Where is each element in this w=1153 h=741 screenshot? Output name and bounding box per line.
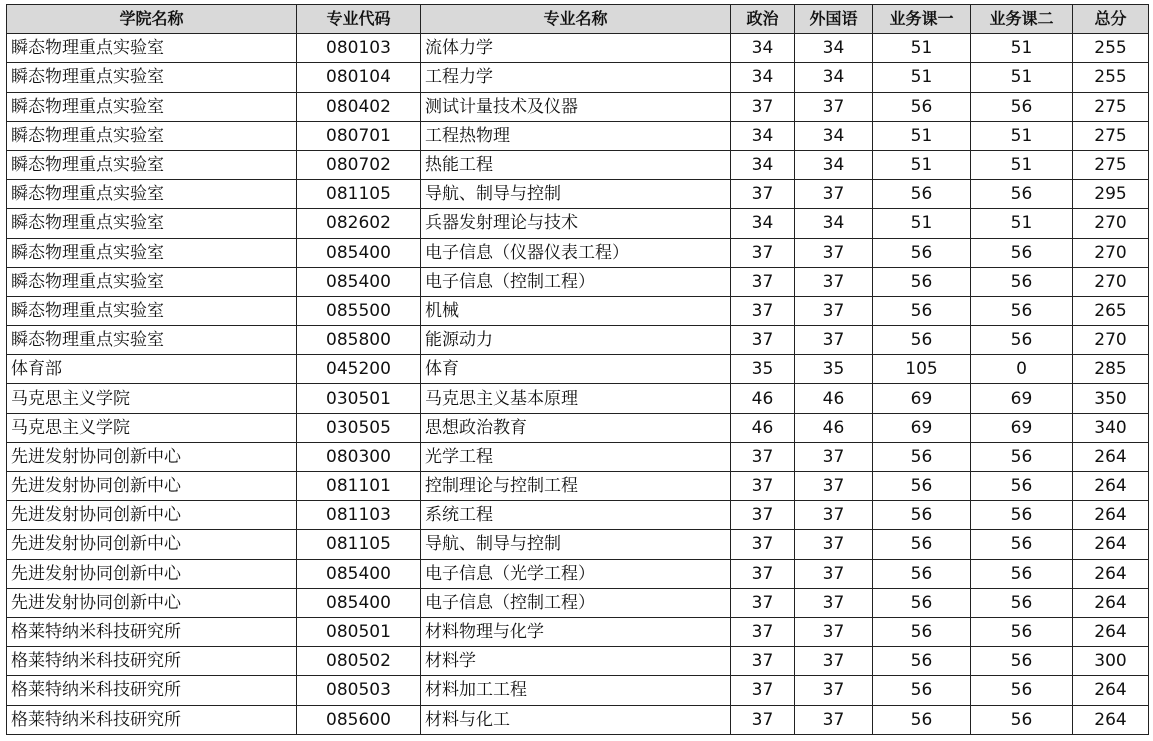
politics-cell: 37 bbox=[731, 267, 795, 296]
foreign-language-cell: 46 bbox=[795, 384, 873, 413]
subject-one-cell: 51 bbox=[873, 34, 971, 63]
subject-two-cell: 51 bbox=[971, 63, 1073, 92]
table-row bbox=[7, 150, 1149, 179]
major-name-cell: 材料与化工 bbox=[421, 705, 731, 734]
foreign-language-cell: 37 bbox=[795, 472, 873, 501]
subject-two-cell: 56 bbox=[971, 180, 1073, 209]
major-name-cell: 材料学 bbox=[421, 647, 731, 676]
subject-one-cell: 56 bbox=[873, 92, 971, 121]
politics-cell: 37 bbox=[731, 442, 795, 471]
total-score-cell: 275 bbox=[1073, 150, 1149, 179]
subject-two-cell: 56 bbox=[971, 588, 1073, 617]
subject-one-cell: 56 bbox=[873, 705, 971, 734]
total-score-cell: 264 bbox=[1073, 676, 1149, 705]
politics-cell: 37 bbox=[731, 647, 795, 676]
total-score-cell: 270 bbox=[1073, 326, 1149, 355]
subject-two-cell: 0 bbox=[971, 355, 1073, 384]
major-code-cell: 085800 bbox=[297, 326, 421, 355]
subject-one-cell: 56 bbox=[873, 296, 971, 325]
politics-cell: 37 bbox=[731, 472, 795, 501]
major-name-header: 专业名称 bbox=[421, 5, 731, 34]
subject-one-cell: 51 bbox=[873, 150, 971, 179]
foreign-language-cell: 34 bbox=[795, 209, 873, 238]
major-code-cell: 080702 bbox=[297, 150, 421, 179]
college-name-cell: 马克思主义学院 bbox=[7, 384, 297, 413]
major-name-cell: 电子信息（控制工程） bbox=[421, 588, 731, 617]
major-code-cell: 080502 bbox=[297, 647, 421, 676]
table-row bbox=[7, 705, 1149, 734]
foreign-language-cell: 37 bbox=[795, 705, 873, 734]
table-header bbox=[7, 5, 1149, 34]
college-name-cell: 瞬态物理重点实验室 bbox=[7, 296, 297, 325]
major-code-cell: 085500 bbox=[297, 296, 421, 325]
major-code-cell: 085600 bbox=[297, 705, 421, 734]
subject-two-cell: 56 bbox=[971, 676, 1073, 705]
major-name-cell: 控制理论与控制工程 bbox=[421, 472, 731, 501]
subject-one-cell: 56 bbox=[873, 267, 971, 296]
politics-header: 政治 bbox=[731, 5, 795, 34]
college-name-cell: 先进发射协同创新中心 bbox=[7, 559, 297, 588]
politics-cell: 37 bbox=[731, 617, 795, 646]
major-name-cell: 光学工程 bbox=[421, 442, 731, 471]
total-score-cell: 265 bbox=[1073, 296, 1149, 325]
foreign-language-cell: 37 bbox=[795, 647, 873, 676]
subject-two-cell: 56 bbox=[971, 92, 1073, 121]
major-name-cell: 工程力学 bbox=[421, 63, 731, 92]
college-name-cell: 瞬态物理重点实验室 bbox=[7, 63, 297, 92]
subject-one-cell: 51 bbox=[873, 121, 971, 150]
subject-two-cell: 56 bbox=[971, 559, 1073, 588]
major-name-cell: 系统工程 bbox=[421, 501, 731, 530]
subject-one-cell: 51 bbox=[873, 209, 971, 238]
foreign-language-cell: 34 bbox=[795, 34, 873, 63]
total-score-cell: 264 bbox=[1073, 705, 1149, 734]
politics-cell: 34 bbox=[731, 209, 795, 238]
total-score-cell: 270 bbox=[1073, 267, 1149, 296]
table-row bbox=[7, 355, 1149, 384]
foreign-language-cell: 46 bbox=[795, 413, 873, 442]
major-code-cell: 030501 bbox=[297, 384, 421, 413]
subject-one-cell: 56 bbox=[873, 501, 971, 530]
foreign-language-cell: 37 bbox=[795, 238, 873, 267]
major-name-cell: 工程热物理 bbox=[421, 121, 731, 150]
politics-cell: 37 bbox=[731, 559, 795, 588]
politics-cell: 37 bbox=[731, 326, 795, 355]
table-row bbox=[7, 442, 1149, 471]
politics-cell: 46 bbox=[731, 384, 795, 413]
table-row bbox=[7, 326, 1149, 355]
subject-one-cell: 105 bbox=[873, 355, 971, 384]
politics-cell: 34 bbox=[731, 121, 795, 150]
table-row bbox=[7, 238, 1149, 267]
politics-cell: 37 bbox=[731, 238, 795, 267]
table-row bbox=[7, 413, 1149, 442]
subject-one-cell: 56 bbox=[873, 530, 971, 559]
college-name-cell: 先进发射协同创新中心 bbox=[7, 588, 297, 617]
major-code-cell: 081101 bbox=[297, 472, 421, 501]
subject-two-cell: 56 bbox=[971, 472, 1073, 501]
total-score-cell: 340 bbox=[1073, 413, 1149, 442]
subject-two-cell: 51 bbox=[971, 150, 1073, 179]
total-score-cell: 300 bbox=[1073, 647, 1149, 676]
foreign-language-cell: 37 bbox=[795, 296, 873, 325]
subject-two-cell: 56 bbox=[971, 442, 1073, 471]
politics-cell: 34 bbox=[731, 34, 795, 63]
subject-two-cell: 69 bbox=[971, 384, 1073, 413]
subject-one-cell: 56 bbox=[873, 559, 971, 588]
table-row bbox=[7, 34, 1149, 63]
table-row bbox=[7, 647, 1149, 676]
major-name-cell: 体育 bbox=[421, 355, 731, 384]
subject-one-header: 业务课一 bbox=[873, 5, 971, 34]
college-name-header: 学院名称 bbox=[7, 5, 297, 34]
table-row bbox=[7, 384, 1149, 413]
major-code-cell: 085400 bbox=[297, 267, 421, 296]
major-code-cell: 080501 bbox=[297, 617, 421, 646]
major-code-cell: 085400 bbox=[297, 559, 421, 588]
college-name-cell: 瞬态物理重点实验室 bbox=[7, 209, 297, 238]
subject-one-cell: 56 bbox=[873, 617, 971, 646]
major-code-header: 专业代码 bbox=[297, 5, 421, 34]
major-code-cell: 045200 bbox=[297, 355, 421, 384]
college-name-cell: 瞬态物理重点实验室 bbox=[7, 34, 297, 63]
table-row bbox=[7, 530, 1149, 559]
politics-cell: 37 bbox=[731, 501, 795, 530]
foreign-language-cell: 37 bbox=[795, 92, 873, 121]
subject-one-cell: 69 bbox=[873, 384, 971, 413]
subject-two-cell: 56 bbox=[971, 238, 1073, 267]
score-table bbox=[6, 4, 1149, 735]
table-row bbox=[7, 617, 1149, 646]
politics-cell: 37 bbox=[731, 296, 795, 325]
total-score-cell: 285 bbox=[1073, 355, 1149, 384]
table-row bbox=[7, 63, 1149, 92]
major-code-cell: 080503 bbox=[297, 676, 421, 705]
subject-two-cell: 51 bbox=[971, 34, 1073, 63]
table-row bbox=[7, 92, 1149, 121]
major-code-cell: 080103 bbox=[297, 34, 421, 63]
subject-one-cell: 56 bbox=[873, 238, 971, 267]
major-code-cell: 081105 bbox=[297, 180, 421, 209]
total-score-cell: 264 bbox=[1073, 530, 1149, 559]
college-name-cell: 先进发射协同创新中心 bbox=[7, 501, 297, 530]
politics-cell: 35 bbox=[731, 355, 795, 384]
college-name-cell: 体育部 bbox=[7, 355, 297, 384]
subject-one-cell: 56 bbox=[873, 180, 971, 209]
subject-one-cell: 51 bbox=[873, 63, 971, 92]
total-score-cell: 275 bbox=[1073, 92, 1149, 121]
foreign-language-cell: 37 bbox=[795, 617, 873, 646]
major-name-cell: 兵器发射理论与技术 bbox=[421, 209, 731, 238]
total-score-cell: 264 bbox=[1073, 501, 1149, 530]
college-name-cell: 瞬态物理重点实验室 bbox=[7, 326, 297, 355]
college-name-cell: 格莱特纳米科技研究所 bbox=[7, 705, 297, 734]
major-name-cell: 导航、制导与控制 bbox=[421, 530, 731, 559]
college-name-cell: 格莱特纳米科技研究所 bbox=[7, 676, 297, 705]
total-score-header: 总分 bbox=[1073, 5, 1149, 34]
foreign-language-cell: 35 bbox=[795, 355, 873, 384]
subject-two-cell: 69 bbox=[971, 413, 1073, 442]
subject-two-cell: 56 bbox=[971, 267, 1073, 296]
major-name-cell: 流体力学 bbox=[421, 34, 731, 63]
subject-one-cell: 56 bbox=[873, 588, 971, 617]
major-code-cell: 085400 bbox=[297, 238, 421, 267]
major-name-cell: 测试计量技术及仪器 bbox=[421, 92, 731, 121]
major-name-cell: 材料物理与化学 bbox=[421, 617, 731, 646]
total-score-cell: 264 bbox=[1073, 472, 1149, 501]
foreign-language-cell: 37 bbox=[795, 676, 873, 705]
subject-two-header: 业务课二 bbox=[971, 5, 1073, 34]
foreign-language-cell: 37 bbox=[795, 530, 873, 559]
total-score-cell: 264 bbox=[1073, 617, 1149, 646]
foreign-language-cell: 37 bbox=[795, 588, 873, 617]
subject-two-cell: 51 bbox=[971, 209, 1073, 238]
major-name-cell: 导航、制导与控制 bbox=[421, 180, 731, 209]
college-name-cell: 瞬态物理重点实验室 bbox=[7, 238, 297, 267]
college-name-cell: 瞬态物理重点实验室 bbox=[7, 150, 297, 179]
subject-two-cell: 56 bbox=[971, 617, 1073, 646]
politics-cell: 34 bbox=[731, 150, 795, 179]
major-name-cell: 热能工程 bbox=[421, 150, 731, 179]
college-name-cell: 马克思主义学院 bbox=[7, 413, 297, 442]
foreign-language-cell: 34 bbox=[795, 150, 873, 179]
total-score-cell: 270 bbox=[1073, 238, 1149, 267]
table-row bbox=[7, 472, 1149, 501]
politics-cell: 37 bbox=[731, 92, 795, 121]
foreign-language-cell: 34 bbox=[795, 63, 873, 92]
subject-one-cell: 56 bbox=[873, 442, 971, 471]
total-score-cell: 350 bbox=[1073, 384, 1149, 413]
politics-cell: 37 bbox=[731, 180, 795, 209]
politics-cell: 37 bbox=[731, 705, 795, 734]
major-name-cell: 材料加工工程 bbox=[421, 676, 731, 705]
college-name-cell: 瞬态物理重点实验室 bbox=[7, 180, 297, 209]
subject-two-cell: 56 bbox=[971, 296, 1073, 325]
politics-cell: 37 bbox=[731, 530, 795, 559]
subject-two-cell: 56 bbox=[971, 326, 1073, 355]
table-body bbox=[7, 34, 1149, 735]
major-code-cell: 081103 bbox=[297, 501, 421, 530]
major-code-cell: 085400 bbox=[297, 588, 421, 617]
table-row bbox=[7, 501, 1149, 530]
foreign-language-cell: 37 bbox=[795, 559, 873, 588]
major-name-cell: 马克思主义基本原理 bbox=[421, 384, 731, 413]
major-code-cell: 080701 bbox=[297, 121, 421, 150]
college-name-cell: 格莱特纳米科技研究所 bbox=[7, 617, 297, 646]
total-score-cell: 295 bbox=[1073, 180, 1149, 209]
table-row bbox=[7, 209, 1149, 238]
subject-two-cell: 56 bbox=[971, 647, 1073, 676]
major-name-cell: 能源动力 bbox=[421, 326, 731, 355]
foreign-language-cell: 37 bbox=[795, 180, 873, 209]
total-score-cell: 270 bbox=[1073, 209, 1149, 238]
subject-two-cell: 56 bbox=[971, 705, 1073, 734]
major-name-cell: 机械 bbox=[421, 296, 731, 325]
subject-one-cell: 56 bbox=[873, 647, 971, 676]
subject-one-cell: 56 bbox=[873, 676, 971, 705]
major-code-cell: 081105 bbox=[297, 530, 421, 559]
header-row bbox=[7, 5, 1149, 34]
subject-one-cell: 56 bbox=[873, 326, 971, 355]
foreign-language-cell: 34 bbox=[795, 121, 873, 150]
major-name-cell: 电子信息（仪器仪表工程） bbox=[421, 238, 731, 267]
table-row bbox=[7, 180, 1149, 209]
major-name-cell: 电子信息（光学工程） bbox=[421, 559, 731, 588]
total-score-cell: 264 bbox=[1073, 442, 1149, 471]
total-score-cell: 275 bbox=[1073, 121, 1149, 150]
college-name-cell: 格莱特纳米科技研究所 bbox=[7, 647, 297, 676]
politics-cell: 37 bbox=[731, 588, 795, 617]
subject-one-cell: 69 bbox=[873, 413, 971, 442]
college-name-cell: 先进发射协同创新中心 bbox=[7, 472, 297, 501]
foreign-language-header: 外国语 bbox=[795, 5, 873, 34]
foreign-language-cell: 37 bbox=[795, 267, 873, 296]
table-row bbox=[7, 121, 1149, 150]
subject-one-cell: 56 bbox=[873, 472, 971, 501]
foreign-language-cell: 37 bbox=[795, 501, 873, 530]
subject-two-cell: 51 bbox=[971, 121, 1073, 150]
table-row bbox=[7, 588, 1149, 617]
politics-cell: 37 bbox=[731, 676, 795, 705]
college-name-cell: 先进发射协同创新中心 bbox=[7, 530, 297, 559]
major-name-cell: 思想政治教育 bbox=[421, 413, 731, 442]
college-name-cell: 先进发射协同创新中心 bbox=[7, 442, 297, 471]
major-code-cell: 082602 bbox=[297, 209, 421, 238]
politics-cell: 34 bbox=[731, 63, 795, 92]
college-name-cell: 瞬态物理重点实验室 bbox=[7, 121, 297, 150]
major-code-cell: 080300 bbox=[297, 442, 421, 471]
major-code-cell: 080402 bbox=[297, 92, 421, 121]
total-score-cell: 255 bbox=[1073, 34, 1149, 63]
major-name-cell: 电子信息（控制工程） bbox=[421, 267, 731, 296]
college-name-cell: 瞬态物理重点实验室 bbox=[7, 92, 297, 121]
major-code-cell: 080104 bbox=[297, 63, 421, 92]
college-name-cell: 瞬态物理重点实验室 bbox=[7, 267, 297, 296]
table-row bbox=[7, 296, 1149, 325]
subject-two-cell: 56 bbox=[971, 530, 1073, 559]
foreign-language-cell: 37 bbox=[795, 442, 873, 471]
politics-cell: 46 bbox=[731, 413, 795, 442]
total-score-cell: 264 bbox=[1073, 588, 1149, 617]
foreign-language-cell: 37 bbox=[795, 326, 873, 355]
total-score-cell: 264 bbox=[1073, 559, 1149, 588]
table-row bbox=[7, 559, 1149, 588]
table-row bbox=[7, 267, 1149, 296]
major-code-cell: 030505 bbox=[297, 413, 421, 442]
table-row bbox=[7, 676, 1149, 705]
subject-two-cell: 56 bbox=[971, 501, 1073, 530]
total-score-cell: 255 bbox=[1073, 63, 1149, 92]
